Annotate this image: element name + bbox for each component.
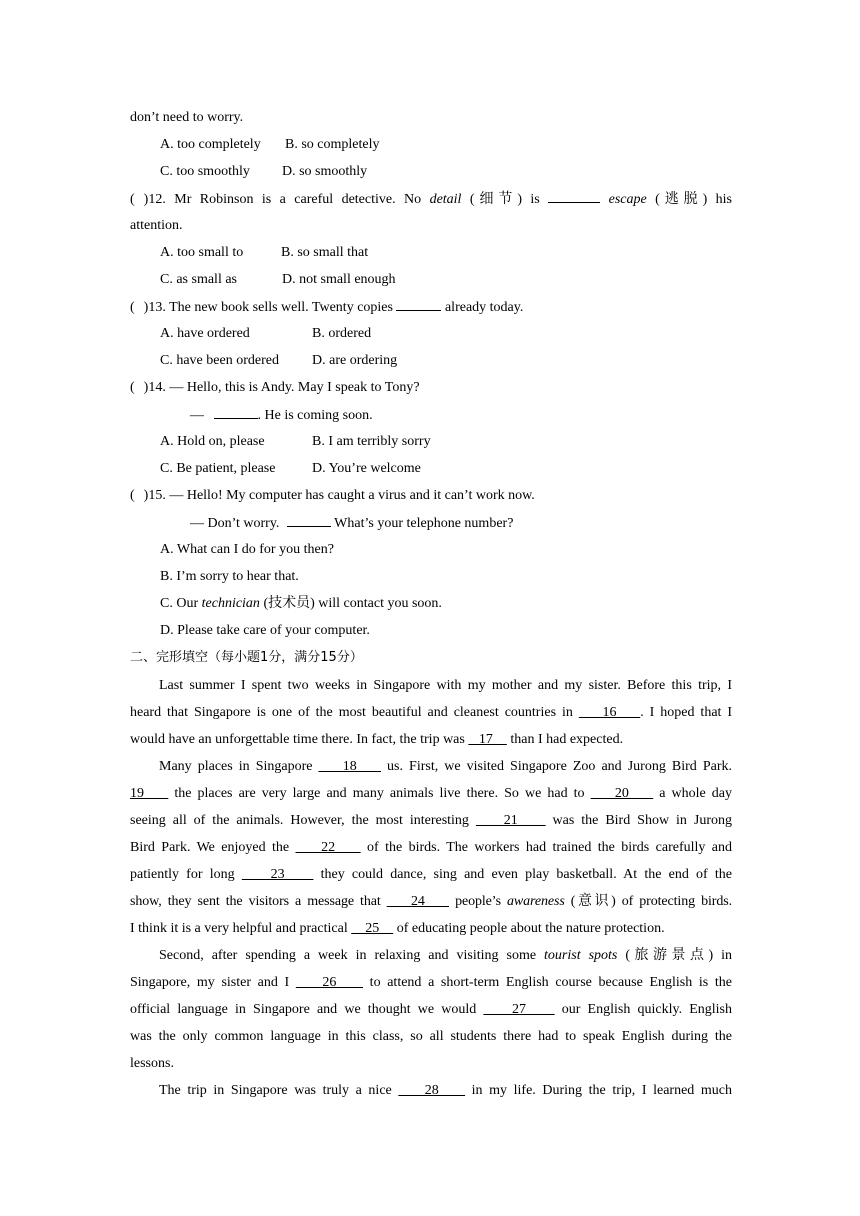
passage-line: [130, 699, 732, 726]
passage-text: a whole day: [653, 786, 733, 801]
passage-text: official language in Singapore and we thought we would: [130, 1002, 484, 1017]
passage-text: the places are very large and many animals live there. So we had to: [168, 786, 591, 801]
passage-text: lessons.: [130, 1056, 174, 1071]
q15-stem: [130, 482, 732, 509]
blank-26[interactable]: 26: [295, 975, 364, 990]
passage-text: was the only common language in this class, so all students there had to speak English during the: [130, 1029, 732, 1044]
passage-text: show, they sent the visitors a message that: [130, 894, 387, 909]
passage-text: Last summer I spent two weeks in Singapore with my mother and my sister. Before this trip, I: [159, 678, 732, 693]
q15-option-a: A. What can I do for you then?: [160, 542, 334, 557]
q12-text-cont: attention.: [130, 218, 183, 233]
q14-option-b: B. I am terribly sorry: [312, 434, 431, 449]
q15-text: )15. — Hello! My computer has caught a virus and it can’t work now.: [143, 488, 535, 503]
passage-text: patiently for long: [130, 867, 242, 882]
q15-blank[interactable]: [287, 509, 331, 527]
passage-text: us. First, we visited Singapore Zoo and Jurong Bird Park.: [380, 759, 733, 774]
q13-answer-paren: (: [130, 300, 135, 315]
q11-option-d: D. so smoothly: [282, 164, 368, 179]
section-title: [130, 644, 732, 671]
q11-option-b: B. so completely: [285, 137, 380, 152]
passage-text: Singapore, my sister and I: [130, 975, 296, 990]
q11-options-ab: [160, 131, 732, 158]
passage-text: seeing all of the animals. However, the most interesting: [130, 813, 476, 828]
passage-text: The trip in Singapore was truly a nice: [159, 1083, 399, 1098]
q15-technician: technician: [201, 596, 260, 611]
q14-text: )14. — Hello, this is Andy. May I speak to Tony?: [143, 380, 420, 395]
passage-line: [130, 969, 732, 996]
blank-23[interactable]: 23: [241, 867, 314, 882]
passage-text: I think it is a very helpful and practical: [130, 921, 352, 936]
q12-blank[interactable]: [548, 185, 600, 203]
passage-text: they could dance, sing and even play basketball. At the end of the: [313, 867, 732, 882]
q12-escape: escape: [608, 192, 647, 207]
q11-option-a: A. too completely: [160, 137, 261, 152]
q15-option-d: D. Please take care of your computer.: [160, 623, 370, 638]
q13-options-cd: [160, 347, 732, 374]
passage-text: Bird Park. We enjoyed the: [130, 840, 296, 855]
q12-option-c: C. as small as: [160, 272, 237, 287]
q14-reply: [190, 401, 732, 428]
passage-text: Many places in Singapore: [159, 759, 319, 774]
blank-27[interactable]: 27: [483, 1002, 555, 1017]
passage-line: [130, 834, 732, 861]
q14-blank[interactable]: [214, 401, 258, 419]
passage-line: [130, 780, 732, 807]
blank-19[interactable]: 19: [130, 786, 169, 801]
blank-28[interactable]: 28: [398, 1083, 466, 1098]
passage-line: [130, 1050, 732, 1077]
passage-text: Second, after spending a week in relaxing and visiting some: [159, 948, 545, 963]
q15-option-c-end: (技术员) will contact you soon.: [259, 596, 442, 611]
blank-17[interactable]: 17: [468, 732, 507, 747]
q14-answer-paren: (: [130, 380, 135, 395]
passage-text: would have an unforgettable time there. In fact, the trip was: [130, 732, 469, 747]
section-title-text: 二、完形填空（每小题1分，满分15分）: [130, 650, 363, 665]
q13-option-b: B. ordered: [312, 326, 372, 341]
q11-continuation: [130, 104, 732, 131]
q12-continuation: [130, 212, 732, 239]
passage-text: . I hoped that I: [640, 705, 733, 720]
q12-answer-paren: (: [130, 192, 135, 207]
passage-line: [130, 915, 732, 942]
blank-22[interactable]: 22: [295, 840, 361, 855]
q14-option-c: C. Be patient, please: [160, 461, 276, 476]
passage-line: [130, 888, 732, 915]
q12-stem: [130, 185, 732, 212]
q14-options-cd: [160, 455, 732, 482]
q13-blank[interactable]: [396, 293, 441, 311]
q14-option-a: A. Hold on, please: [160, 434, 265, 449]
q12-options-ab: [160, 239, 732, 266]
passage-text: people’s: [449, 894, 507, 909]
passage-line: [130, 1077, 732, 1104]
passage-line: [130, 753, 732, 780]
q15-reply: [190, 509, 732, 536]
q13-text-end: already today.: [441, 300, 524, 315]
q15-dash: — Don’t worry.: [190, 516, 283, 531]
passage-line: [130, 672, 732, 699]
tourist-spots-word: tourist spots: [544, 948, 618, 963]
passage-line: [130, 996, 732, 1023]
q15-answer-paren: (: [130, 488, 135, 503]
q14-stem: [130, 374, 732, 401]
q12-detail: detail: [429, 192, 462, 207]
passage-text: (旅游景点) in: [617, 948, 732, 963]
q14-dash: —: [190, 408, 208, 423]
q14-options-ab: [160, 428, 732, 455]
q12-option-d: D. not small enough: [282, 272, 396, 287]
q13-text: )13. The new book sells well. Twenty copies: [143, 300, 397, 315]
passage-line: [130, 726, 732, 753]
q12-text-end: (逃脱) his: [646, 192, 732, 207]
awareness-word: awareness: [506, 894, 565, 909]
passage-line: [130, 1023, 732, 1050]
passage-line: [130, 807, 732, 834]
q12-text: )12. Mr Robinson is a careful detective. No: [143, 192, 430, 207]
passage-text: to attend a short-term English course because English is the: [363, 975, 732, 990]
q15-option-a-line: [160, 536, 732, 563]
q11-options-cd: [160, 158, 732, 185]
passage-text: than I had expected.: [506, 732, 624, 747]
blank-18[interactable]: 18: [318, 759, 381, 774]
q15-option-b-line: [160, 563, 732, 590]
blank-20[interactable]: 20: [590, 786, 654, 801]
q12-detail-cn: (细节) is: [461, 192, 549, 207]
q15-option-c-line: [160, 590, 732, 617]
q13-option-d: D. are ordering: [312, 353, 398, 368]
passage-line: [130, 861, 732, 888]
passage-text: heard that Singapore is one of the most beautiful and cleanest countries in: [130, 705, 579, 720]
passage-text: of educating people about the nature protection.: [393, 921, 665, 936]
q12-options-cd: [160, 266, 732, 293]
q12-option-a: A. too small to: [160, 245, 244, 260]
passage-text: in my life. During the trip, I learned much: [465, 1083, 732, 1098]
q12-option-b: B. so small that: [281, 245, 369, 260]
q15-reply-text: What’s your telephone number?: [330, 516, 514, 531]
q14-reply-text: . He is coming soon.: [257, 408, 373, 423]
blank-16[interactable]: 16: [578, 705, 641, 720]
q13-option-a: A. have ordered: [160, 326, 250, 341]
q15-option-d-line: [160, 617, 732, 644]
q11-option-c: C. too smoothly: [160, 164, 250, 179]
blank-24[interactable]: 24: [386, 894, 449, 909]
q11-text: don’t need to worry.: [130, 110, 244, 125]
passage-text: of the birds. The workers had trained the birds carefully and: [360, 840, 733, 855]
passage-line: [130, 942, 732, 969]
passage-text: (意识) of protecting birds.: [564, 894, 732, 909]
q15-option-b: B. I’m sorry to hear that.: [160, 569, 299, 584]
blank-21[interactable]: 21: [475, 813, 546, 828]
q13-option-c: C. have been ordered: [160, 353, 279, 368]
passage-text: our English quickly. English: [554, 1002, 733, 1017]
q13-options-ab: [160, 320, 732, 347]
q13-stem: [130, 293, 732, 320]
passage-text: was the Bird Show in Jurong: [545, 813, 732, 828]
q14-option-d: D. You’re welcome: [312, 461, 421, 476]
q15-option-c: C. Our: [160, 596, 202, 611]
blank-25[interactable]: 25: [351, 921, 394, 936]
